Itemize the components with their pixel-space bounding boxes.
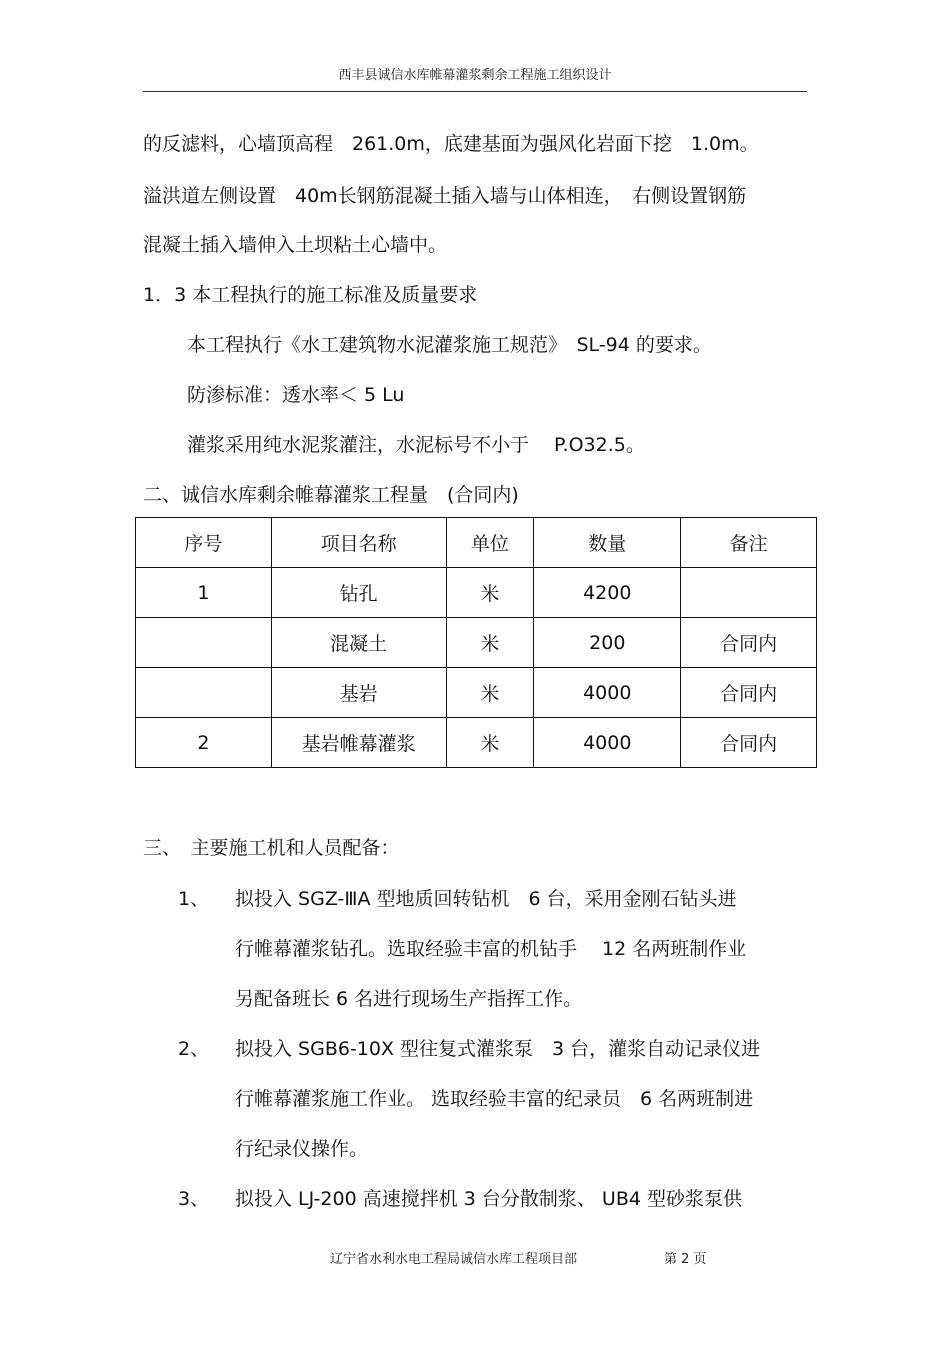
table-cell: 合同内	[681, 668, 817, 718]
table-cell: 米	[446, 568, 534, 618]
header-cell: 单位	[446, 518, 534, 568]
paragraph-line: 的反滤料，心墙顶高程 261.0m，底建基面为强风化岩面下挖 1.0m。	[143, 133, 759, 155]
table-cell: 混凝土	[271, 618, 446, 668]
list-item-number: 2、	[178, 1038, 210, 1060]
standard-item: 灌浆采用纯水泥浆灌注，水泥标号不小于 P.O32.5。	[187, 434, 645, 456]
table-row	[136, 668, 817, 718]
list-item-line: 另配备班长 6 名进行现场生产指挥工作。	[235, 988, 583, 1010]
table-cell: 4000	[534, 718, 681, 768]
list-item-number: 1、	[178, 888, 210, 910]
table-header-row	[136, 518, 817, 568]
table-cell: 4000	[534, 668, 681, 718]
standard-item: 本工程执行《水工建筑物水泥灌浆施工规范》 SL-94 的要求。	[187, 334, 712, 356]
list-item-line: 行纪录仪操作。	[235, 1138, 369, 1160]
paragraph-line: 溢洪道左侧设置 40m长钢筋混凝土插入墙与山体相连， 右侧设置钢筋	[143, 185, 747, 207]
list-item-line: 拟投入 SGZ-ⅢA 型地质回转钻机 6 台，采用金刚石钻头进	[235, 888, 737, 910]
table-row	[136, 718, 817, 768]
header-cell: 序号	[136, 518, 272, 568]
list-item-line: 拟投入 LJ-200 高速搅拌机 3 台分散制浆、 UB4 型砂浆泵供	[235, 1188, 742, 1210]
header-cell: 备注	[681, 518, 817, 568]
table-cell	[136, 618, 272, 668]
table-cell: 钻孔	[271, 568, 446, 618]
list-item-line: 行帷幕灌浆钻孔。选取经验丰富的机钻手 12 名两班制作业	[235, 938, 747, 960]
table-cell: 1	[136, 568, 272, 618]
table-cell: 米	[446, 718, 534, 768]
section-heading-2: 二、诚信水库剩余帷幕灌浆工程量 (合同内)	[143, 484, 519, 506]
quantity-table	[135, 517, 817, 768]
header-cell: 项目名称	[271, 518, 446, 568]
list-item-line: 行帷幕灌浆施工作业。 选取经验丰富的纪录员 6 名两班制进	[235, 1088, 754, 1110]
list-item-line: 拟投入 SGB6-10X 型往复式灌浆泵 3 台，灌浆自动记录仪进	[235, 1038, 761, 1060]
section-heading-1-3: 1．3 本工程执行的施工标准及质量要求	[143, 284, 478, 306]
table-cell: 米	[446, 618, 534, 668]
table-cell	[136, 668, 272, 718]
table-cell: 4200	[534, 568, 681, 618]
section-heading-3: 三、 主要施工机和人员配备：	[143, 837, 400, 859]
table-cell: 200	[534, 618, 681, 668]
table-cell: 基岩	[271, 668, 446, 718]
table-row	[136, 618, 817, 668]
table-cell: 合同内	[681, 718, 817, 768]
header-cell: 数量	[534, 518, 681, 568]
table-cell	[681, 568, 817, 618]
table-cell: 2	[136, 718, 272, 768]
list-item-number: 3、	[178, 1188, 210, 1210]
paragraph-line: 混凝土插入墙伸入土坝粘土心墙中。	[143, 234, 448, 256]
page-header: 西丰县诚信水库帷幕灌浆剩余工程施工组织设计	[338, 68, 612, 83]
standard-item: 防渗标准：透水率＜ 5 Lu	[187, 384, 405, 406]
page-number: 第 2 页	[664, 1252, 707, 1267]
table-cell: 米	[446, 668, 534, 718]
table-cell: 合同内	[681, 618, 817, 668]
footer-organization: 辽宁省水利水电工程局诚信水库工程项目部	[330, 1252, 578, 1267]
table-cell: 基岩帷幕灌浆	[271, 718, 446, 768]
header-divider	[143, 91, 807, 92]
table-row	[136, 568, 817, 618]
